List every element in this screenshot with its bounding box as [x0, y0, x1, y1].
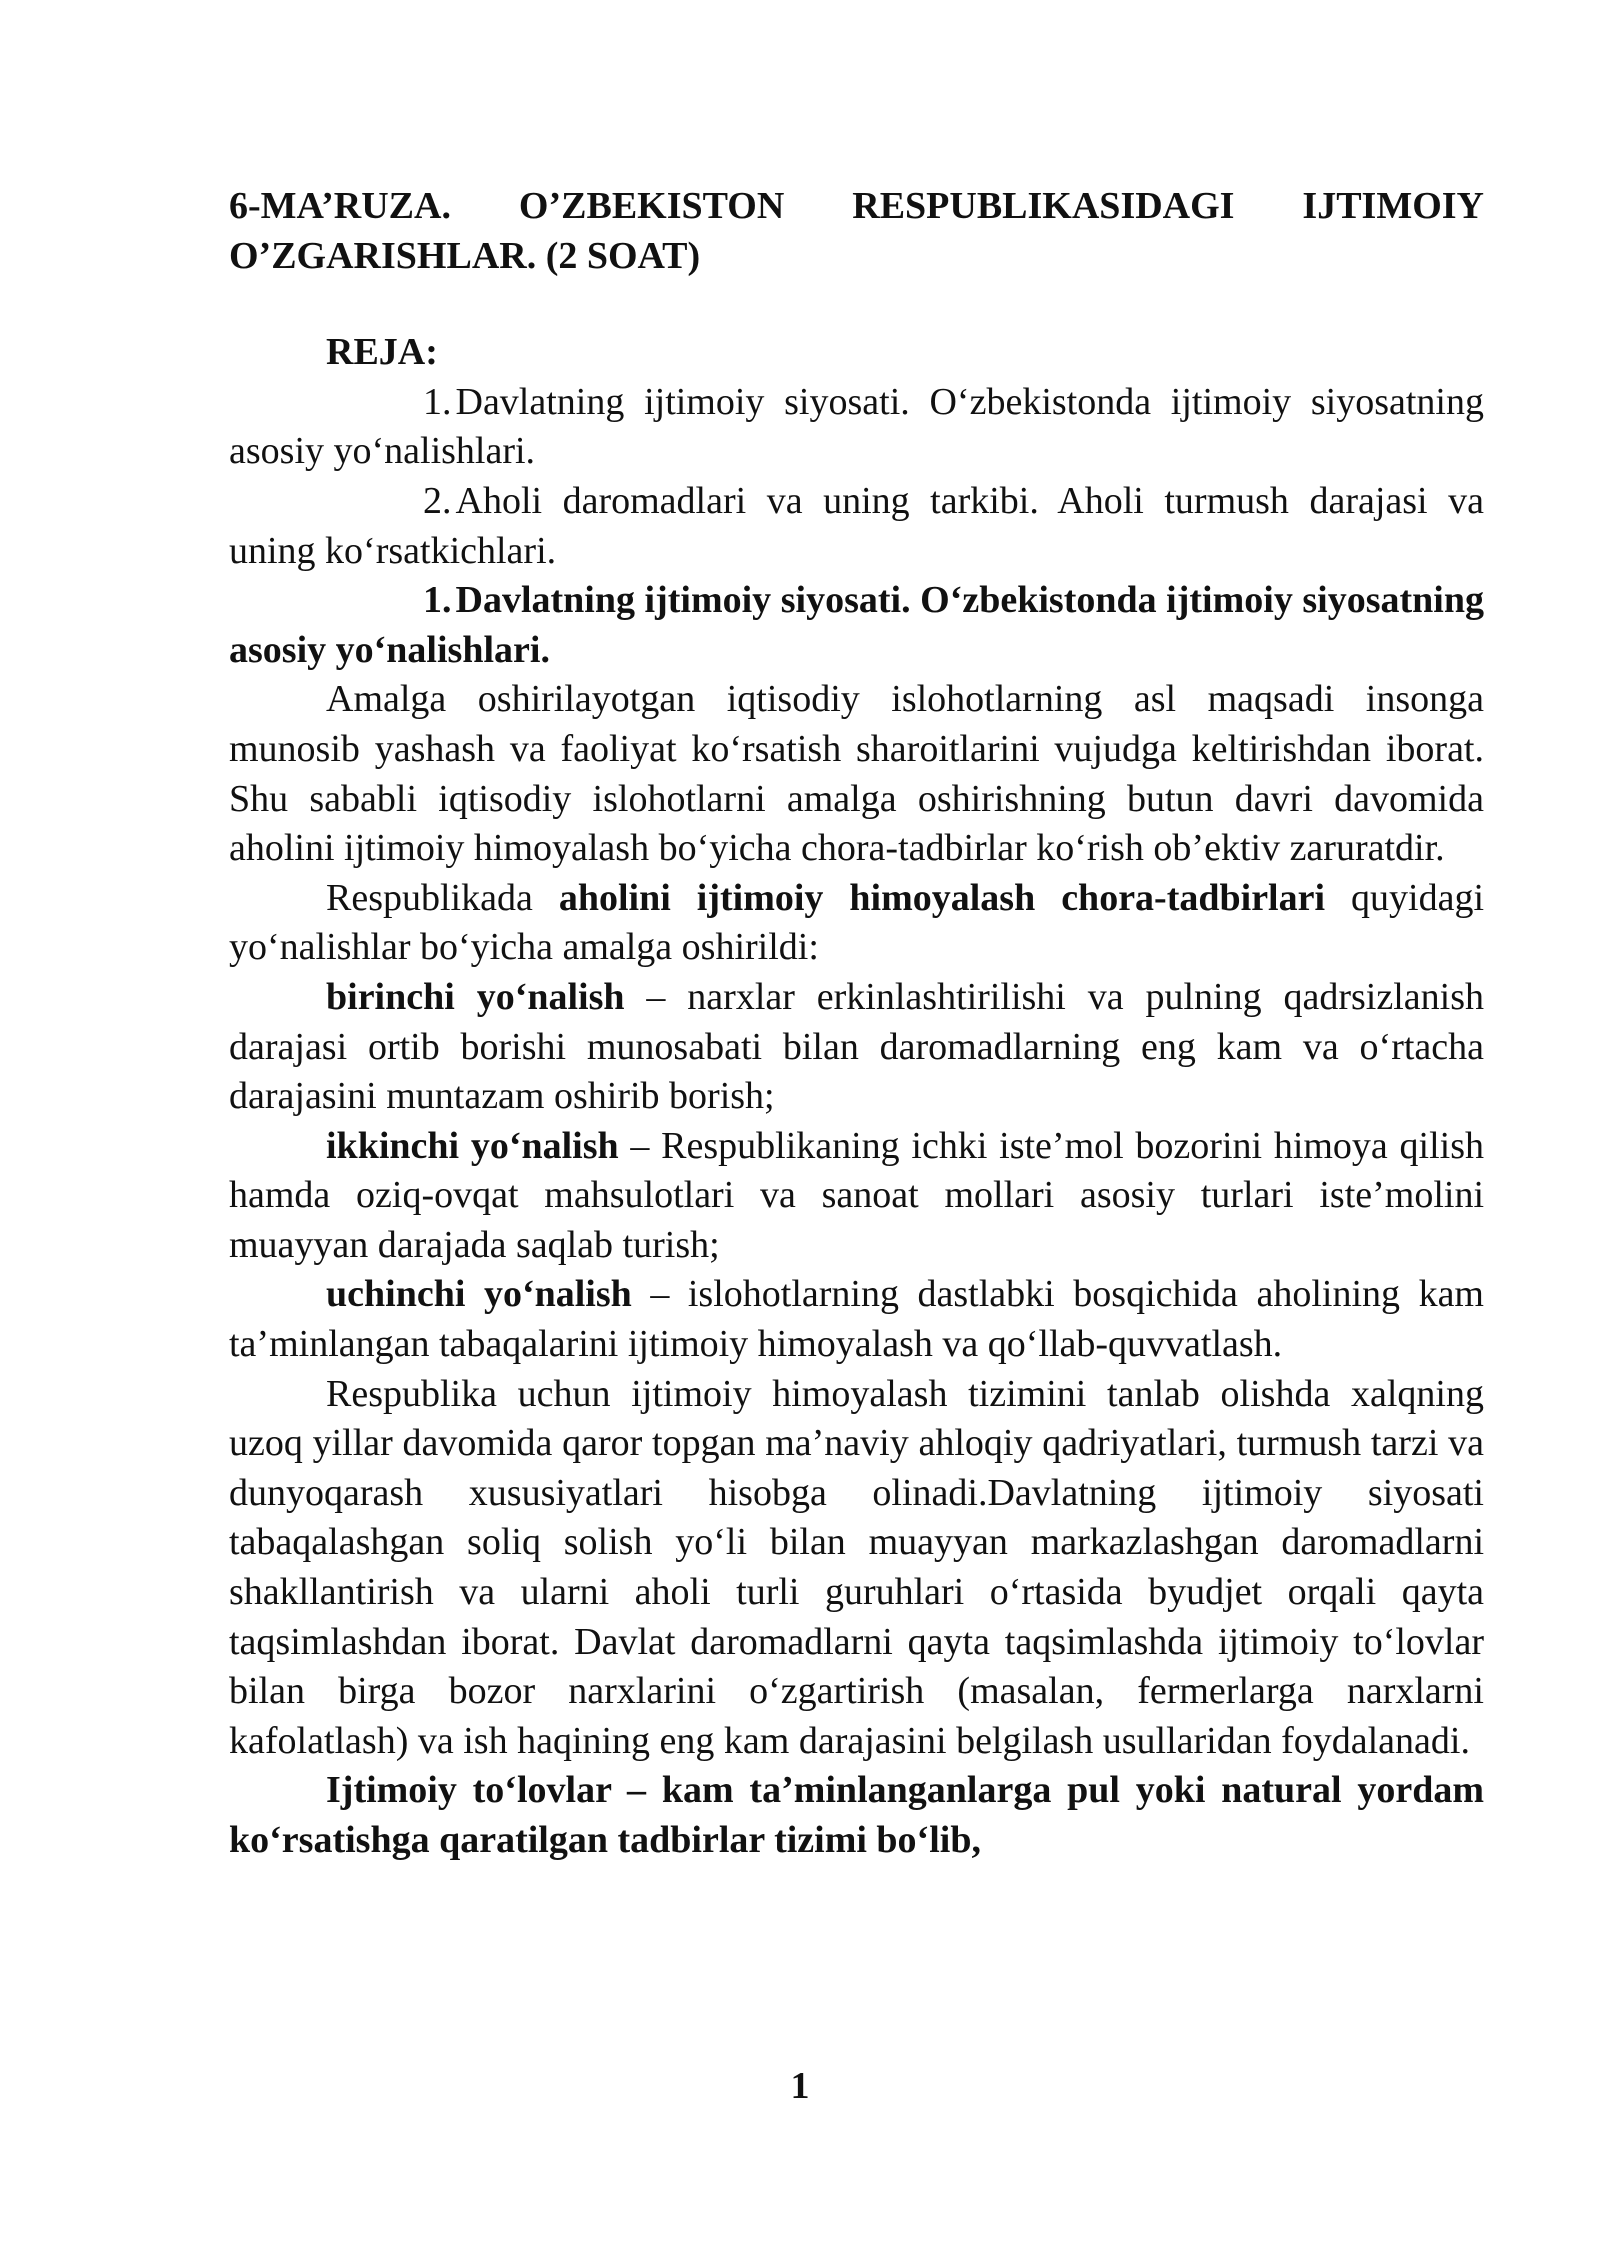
plan-heading: REJA:: [326, 331, 438, 374]
document-body: [229, 182, 1484, 1866]
section-heading-1: [229, 576, 1484, 675]
direction-text: – islohotlarning dastlabki bosqichida aholining kam ta’minlangan tabaqalarini ijtimoiy himoyalash va qo‘llab-quvvatlash.: [229, 1273, 1484, 1366]
direction-label: birinchi yo‘nalish: [326, 975, 625, 1018]
page-number: 1: [790, 2065, 810, 2107]
plan-item-1: [229, 378, 1484, 477]
paragraph-2-pre: Respublikada: [326, 876, 559, 919]
section-number: 1.: [423, 579, 452, 622]
direction-3: [229, 1270, 1484, 1369]
paragraph-2: [229, 874, 1484, 973]
paragraph-3: Respublika uchun ijtimoiy himoyalash tizimini tanlab olishda xalqning uzoq yillar davomida qaror topgan ma’naviy ahloqiy qadriyatlari, turmush tarzi va dunyoqarash xususiyatlari hisobga olinadi.Davlatning ijtimoiy siyosati tabaqalashgan soliq solish yo‘li bilan muayyan markazlashgan daromadlarni shakllantirish va ularni aholi turli guruhlari o‘rtasida byudjet orqali qayta taqsimlashdan iborat. Davlat daromadlarni qayta taqsimlashda ijtimoiy to‘lovlar bilan birga bozor narxlarini o‘zgartirish (masalan, fermerlarga narxlarni kafolatlash) va ish haqining eng kam darajasini belgilash usullaridan foydalanadi.: [229, 1372, 1484, 1762]
paragraph-2-post: quyidagi yo‘nalishlar bo‘yicha amalga oshirildi:: [229, 876, 1485, 969]
paragraph-4: [229, 1766, 1484, 1865]
direction-label: ikkinchi yo‘nalish: [326, 1124, 619, 1167]
plan-item-text: Aholi daromadlari va uning tarkibi. Aholi turmush darajasi va uning ko‘rsatkichlari.: [229, 479, 1484, 572]
direction-2: [229, 1122, 1484, 1271]
plan-item-number: 1.: [423, 380, 452, 423]
direction-text: – Respublikaning ichki iste’mol bozorini himoya qilish hamda oziq-ovqat mahsulotlari va sanoat mollari asosiy turlari iste’molini muayyan darajada saqlab turish;: [229, 1124, 1485, 1266]
plan-item-2: [229, 477, 1484, 576]
paragraph-2-bold: aholini ijtimoiy himoyalash chora-tadbirlari: [558, 876, 1326, 919]
plan-item-number: 2.: [423, 479, 452, 522]
section-title: Davlatning ijtimoiy siyosati. O‘zbekistonda ijtimoiy siyosatning asosiy yo‘nalishlari.: [229, 579, 1484, 671]
paragraph-4-bold: Ijtimoiy to‘lovlar – kam ta’minlanganlarga pul yoki natural yordam ko‘rsatishga qaratilgan tadbirlar tizimi bo‘lib,: [229, 1769, 1484, 1861]
direction-label: uchinchi yo‘nalish: [326, 1273, 632, 1316]
direction-text: – narxlar erkinlashtirilishi va pulning qadrsizlanish darajasi ortib borishi munosabati bilan daromadlarning eng kam va o‘rtacha darajasini muntazam oshirib borish;: [229, 975, 1484, 1118]
direction-1: [229, 973, 1484, 1122]
paragraph-1: Amalga oshirilayotgan iqtisodiy islohotlarning asl maqsadi insonga munosib yashash va faoliyat ko‘rsatish sharoitlarini vujudga keltirishdan iborat. Shu sababli iqtisodiy islohotlarni amalga oshirishning butun davri davomida aholini ijtimoiy himoyalash bo‘yicha chora-tadbirlar ko‘rish ob’ektiv zaruratdir.: [229, 678, 1484, 870]
lecture-title: 6-MA’RUZA. O’ZBEKISTON RESPUBLIKASIDAGI IJTIMOIY O’ZGARISHLAR. (2 SOAT): [229, 185, 1484, 277]
plan-item-text: Davlatning ijtimoiy siyosati. O‘zbekistonda ijtimoiy siyosatning asosiy yo‘nalishlari.: [229, 380, 1484, 473]
